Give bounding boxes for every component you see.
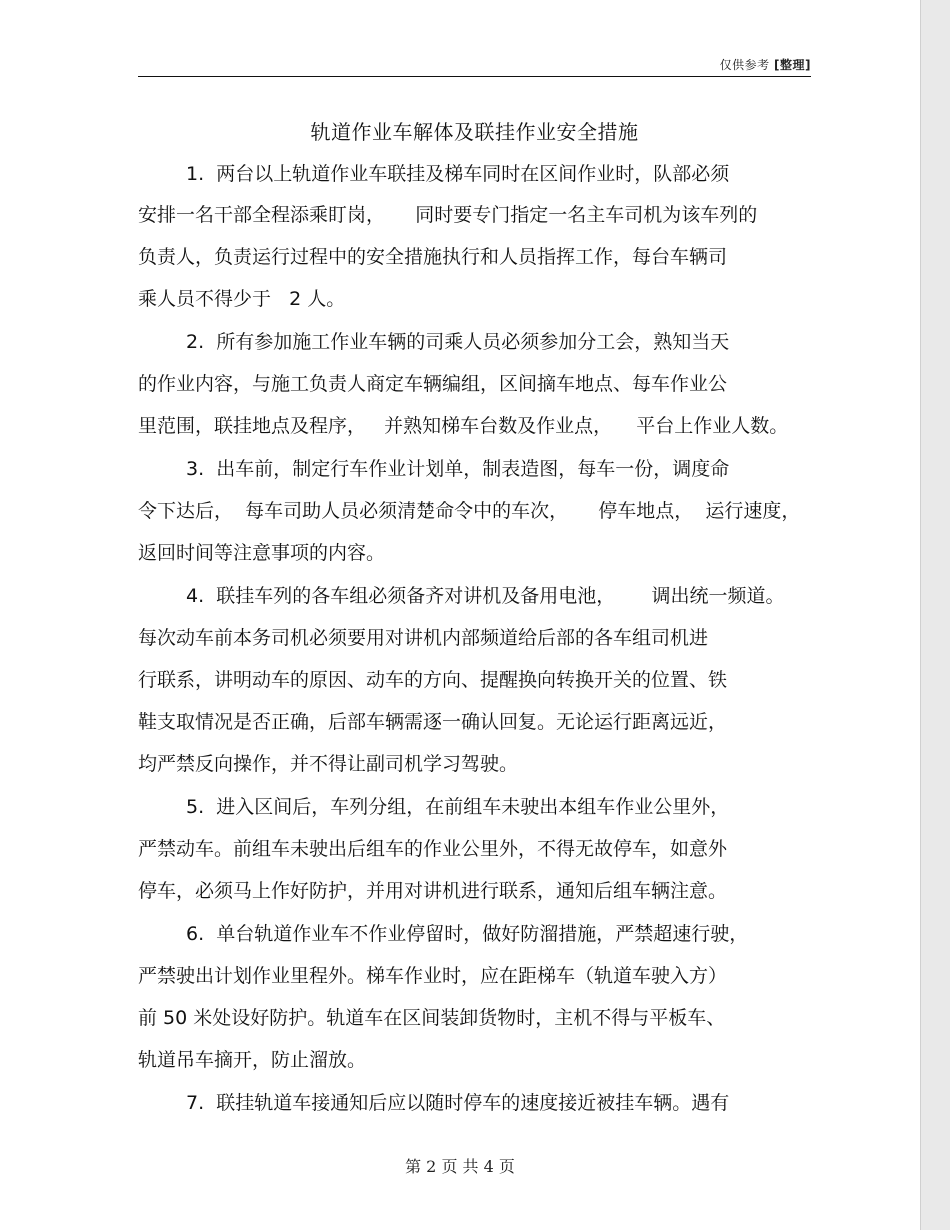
body-line: 停车，必须马上作好防护，并用对讲机进行联系，通知后组车辆注意。 [138,880,728,902]
body-line: 3. 出车前，制定行车作业计划单，制表造图，每车一份，调度命 [186,458,730,480]
body-line: 轨道吊车摘开，防止溜放。 [138,1049,367,1071]
body-line: 4. 联挂车列的各车组必须备齐对讲机及备用电池， 调出统一频道。 [186,585,785,607]
body-line: 严禁动车。前组车未驶出后组车的作业公里外，不得无故停车，如意外 [138,838,728,860]
body-line: 2. 所有参加施工作业车辆的司乘人员必须参加分工会，熟知当天 [186,331,730,353]
body-line: 严禁驶出计划作业里程外。梯车作业时，应在距梯车（轨道车驶入方） [138,965,728,987]
body-line: 里范围，联挂地点及程序， 并熟知梯车台数及作业点， 平台上作业人数。 [138,415,789,437]
page-header [600,56,811,73]
body-line: 7. 联挂轨道车接通知后应以随时停车的速度接近被挂车辆。遇有 [186,1092,730,1114]
body-line: 均严禁反向操作，并不得让副司机学习驾驶。 [138,753,519,775]
body-line: 前 50 米处设好防护。轨道车在区间装卸货物时，主机不得与平板车、 [138,1007,726,1029]
header-rule [138,76,811,77]
body-line: 的作业内容，与施工负责人商定车辆编组，区间摘车地点、每车作业公 [138,373,728,395]
body-line: 每次动车前本务司机必须要用对讲机内部频道给后部的各车组司机进 [138,627,709,649]
body-line: 令下达后， 每车司助人员必须清楚命令中的车次， 停车地点， 运行速度， [138,500,801,522]
body-line: 乘人员不得少于 2 人。 [138,288,346,310]
body-line: 鞋支取情况是否正确，后部车辆需逐一确认回复。无论运行距离远近， [138,711,728,733]
header-tag: [整理] [774,58,811,72]
body-line: 5. 进入区间后，车列分组，在前组车未驶出本组车作业公里外， [186,796,730,818]
body-line: 返回时间等注意事项的内容。 [138,542,386,564]
body-line: 6. 单台轨道作业车不作业停留时，做好防溜措施，严禁超速行驶， [186,923,749,945]
document-title: 轨道作业车解体及联挂作业安全措施 [310,120,639,144]
header-note: 仅供参考 [719,58,770,72]
body-line: 安排一名干部全程添乘盯岗， 同时要专门指定一名主车司机为该车列的 [138,204,758,226]
body-line: 1. 两台以上轨道作业车联挂及梯车同时在区间作业时，队部必须 [186,163,730,185]
page-number: 第 2 页 共 4 页 [405,1157,515,1176]
body-line: 行联系，讲明动车的原因、动车的方向、提醒换向转换开关的位置、铁 [138,669,728,691]
body-line: 负责人，负责运行过程中的安全措施执行和人员指挥工作，每台车辆司 [138,246,728,268]
